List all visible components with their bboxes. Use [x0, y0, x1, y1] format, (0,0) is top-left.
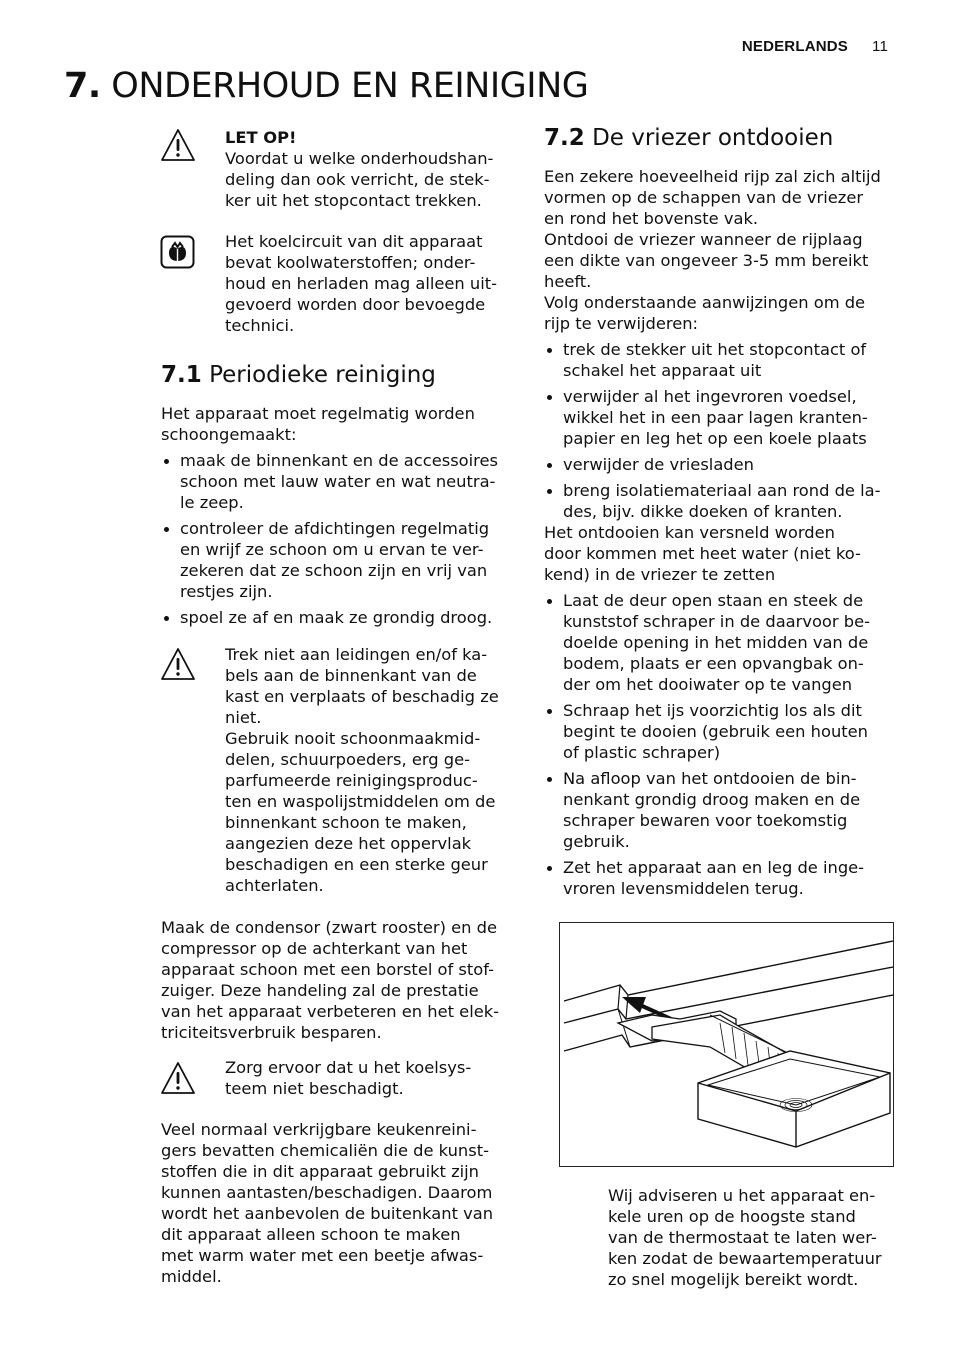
- warning-triangle-icon: [160, 1061, 196, 1097]
- chapter-number: 7.: [64, 66, 101, 106]
- section-heading: [544, 124, 904, 152]
- list-item: breng isolatiemateriaal aan rond de la- des, bijv. dikke doeken of kranten.: [544, 480, 904, 522]
- cleaners-text: Veel normaal verkrijgbare keukenreini- gers bevatten chemicaliën die de kunst- stoffen die in dit apparaat gebruikt zijn kunnen aantasten/beschadigen. Daarom wordt het aanbevolen de buitenkant van dit apparaat alleen schoon te maken met warm water met een beetje afwas- middel.: [161, 1120, 494, 1286]
- list-item: trek de stekker uit het stopcontact of schakel het apparaat uit: [544, 339, 904, 381]
- chapter-title: [64, 66, 588, 106]
- warning-triangle-icon: [160, 128, 196, 164]
- section-7-1: [161, 361, 516, 633]
- flower-info-icon: [160, 235, 196, 271]
- warning-title: LET OP!: [225, 128, 297, 147]
- list-item: Laat de deur open staan en steek de kunststof schraper in de daarvoor be- doelde opening in het midden van de bodem, plaats er een opvangbak on- der om het dooiwater op te vangen: [544, 590, 904, 695]
- advice-note: [608, 1185, 908, 1290]
- list-item: Na afloop van het ontdooien de bin- nenkant grondig droog maken en de schraper bewaren voor toekomstig gebruik.: [544, 768, 904, 852]
- speedup-text: Het ontdooien kan versneld worden door kommen met heet water (niet ko- kend) in de vriezer te zetten: [544, 523, 861, 584]
- section-intro: Een zekere hoeveelheid rijp zal zich altijd vormen op de schappen van de vriezer en rond het bovenste vak. Ontdooi de vriezer wanneer de rijplaag een dikte van ongeveer 3-5 mm bereikt heeft. Volg onderstaande aanwijzingen om de rijp te verwijderen:: [544, 167, 881, 333]
- cleaners-paragraph: [161, 1119, 521, 1287]
- section-heading: [161, 361, 516, 389]
- section-7-2: [544, 124, 904, 904]
- condensor-paragraph: [161, 917, 521, 1043]
- page-header: [742, 38, 888, 55]
- list-item: spoel ze af en maak ze grondig droog.: [161, 607, 516, 628]
- defrost-steps-list: [544, 339, 904, 522]
- list-item: verwijder de vriesladen: [544, 454, 904, 475]
- section-number: 7.1: [161, 362, 202, 388]
- page-number: 11: [872, 38, 888, 55]
- list-item: verwijder al het ingevroren voedsel, wikkel het in een paar lagen kranten- papier en leg het op een koele plaats: [544, 386, 904, 449]
- cleaning-list: [161, 450, 516, 628]
- list-item: controleer de afdichtingen regelmatig en wrijf ze schoon om u ervan te ver- zekeren dat ze schoon zijn en vrij van restjes zijn.: [161, 518, 516, 602]
- warning-text: Voordat u welke onderhoudshan- deling dan ook verricht, de stek- ker uit het stopcontact trekken.: [225, 149, 494, 210]
- section-intro: Het apparaat moet regelmatig worden schoongemaakt:: [161, 404, 475, 444]
- warning-text: Zorg ervoor dat u het koelsys- teem niet beschadigt.: [225, 1058, 472, 1098]
- scraper-drip-tray-illustration: [559, 922, 894, 1167]
- section-number: 7.2: [544, 125, 585, 151]
- section-title: Periodieke reiniging: [209, 362, 436, 388]
- info-text: Het koelcircuit van dit apparaat bevat koolwaterstoffen; onder- houd en herladen mag alleen uit- gevoerd worden door bevoegde technici.: [225, 232, 497, 335]
- warning-text: Trek niet aan leidingen en/of ka- bels aan de binnenkant van de kast en verplaats of beschadig ze niet. Gebruik nooit schoonmaakmid- delen, schuurpoeders, erg ge- parfumeerde reinigingsproduc- ten en waspolijstmiddelen om de binnenkant schoon te maken, aangezien deze het oppervlak beschadigen en een sterke geur achterlaten.: [225, 645, 499, 895]
- condensor-text: Maak de condensor (zwart rooster) en de compressor op de achterkant van het apparaat schoon met een borstel of stof- zuiger. Deze handeling zal de prestatie van het apparaat verbeteren en het elek- triciteitsverbruik besparen.: [161, 918, 500, 1042]
- list-item: Zet het apparaat aan en leg de inge- vroren levensmiddelen terug.: [544, 857, 904, 899]
- warning-note-3: [225, 1057, 520, 1099]
- warning-triangle-icon: [160, 647, 196, 683]
- section-title: De vriezer ontdooien: [592, 125, 834, 151]
- defrost-steps-list-2: [544, 590, 904, 899]
- header-language: NEDERLANDS: [741, 38, 849, 55]
- list-item: maak de binnenkant en de accessoires schoon met lauw water en wat neutra- le zeep.: [161, 450, 516, 513]
- warning-note-2: [225, 644, 520, 896]
- chapter-title-text: ONDERHOUD EN REINIGING: [111, 66, 589, 106]
- warning-note-1: [225, 127, 520, 211]
- list-item: Schraap het ijs voorzichtig los als dit begint te dooien (gebruik een houten of plastic schraper): [544, 700, 904, 763]
- advice-text: Wij adviseren u het apparaat en- kele uren op de hoogste stand van de thermostaat te laten wer- ken zodat de bewaartemperatuur zo snel mogelijk bereikt wordt.: [608, 1186, 882, 1289]
- info-note-1: [225, 231, 520, 336]
